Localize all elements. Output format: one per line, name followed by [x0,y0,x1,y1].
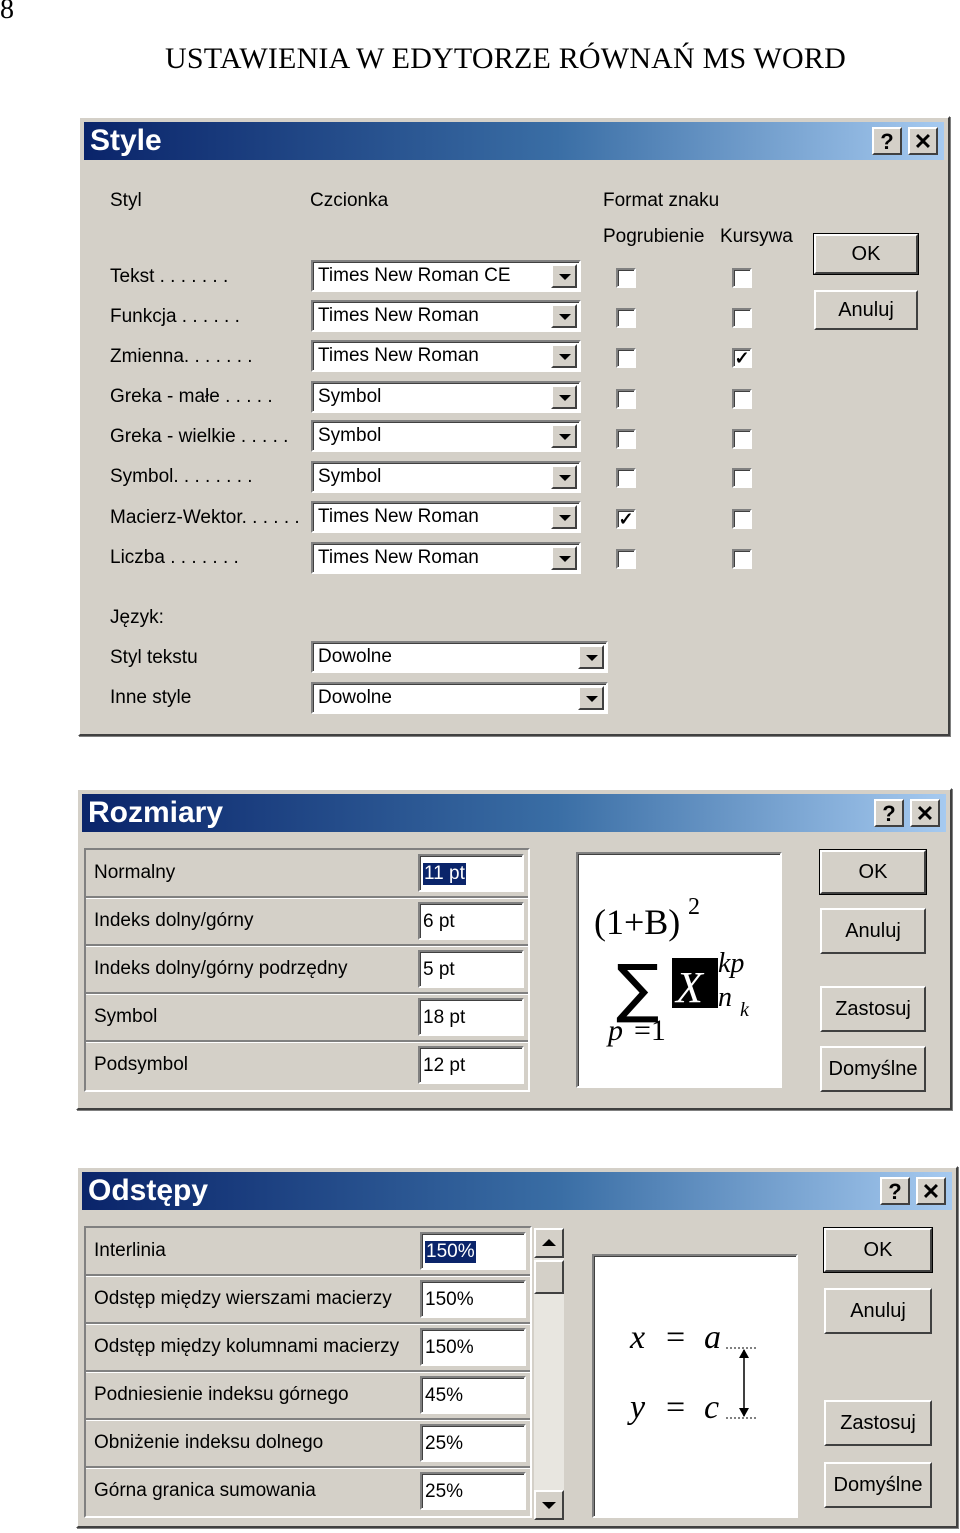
italic-checkbox[interactable] [732,549,752,569]
formula-c: c [704,1389,720,1426]
sizes-preview [576,852,782,1088]
formula-lower-var: p [608,1014,623,1047]
formula-a: a [704,1319,721,1356]
apply-button[interactable]: Zastosuj [820,986,926,1032]
formula-eq-1: = [666,1319,686,1356]
size-label: Symbol [94,1006,158,1027]
spacing-input[interactable] [420,1232,526,1270]
spacing-row [86,1420,530,1468]
size-row [86,898,528,946]
size-label: Normalny [94,862,176,883]
formula-x: x [630,1319,646,1356]
style-label: Liczba . . . . . . . [110,547,239,568]
help-icon[interactable]: ? [880,1177,910,1205]
spacing-label: Odstęp między kolumnami macierzy [94,1336,400,1357]
italic-checkbox[interactable] [732,509,752,529]
spacing-input[interactable] [420,1376,526,1414]
spacing-titlebar[interactable] [82,1172,952,1210]
spacing-value: 150% [425,1289,474,1310]
style-label: Funkcja . . . . . . [110,306,240,327]
close-icon[interactable]: ✕ [910,799,940,827]
font-dropdown[interactable] [311,501,581,533]
formula-superscript: kp [718,948,745,979]
font-dropdown[interactable] [311,542,581,574]
style-label: Tekst . . . . . . . [110,266,229,287]
spacing-value: 25% [425,1433,464,1454]
size-value: 11 pt [424,863,465,884]
spacing-table [84,1226,532,1518]
help-icon[interactable]: ? [874,799,904,827]
bold-checkbox[interactable] [616,348,636,368]
size-row [86,1042,528,1088]
other-styles-label: Inne style [110,687,192,708]
font-dropdown[interactable] [311,381,581,413]
text-style-label: Styl tekstu [110,647,198,668]
text-style-dropdown[interactable] [311,641,608,673]
italic-checkbox[interactable] [732,468,752,488]
scroll-down-icon[interactable] [534,1490,564,1520]
formula-x: X [676,963,703,1012]
bold-checkbox[interactable] [616,468,636,488]
size-label: Indeks dolny/górny [94,910,254,931]
help-icon[interactable]: ? [872,127,902,155]
bold-checkbox[interactable] [616,268,636,288]
size-value: 5 pt [423,959,455,980]
font-dropdown[interactable] [311,260,581,292]
font-value: Symbol [318,386,382,407]
defaults-button[interactable]: Domyślne [820,1046,926,1092]
sizes-dialog [76,788,952,1110]
spacing-input[interactable] [420,1472,526,1510]
style-dialog [78,116,950,736]
spacing-scrollbar[interactable] [534,1228,564,1520]
formula-eq-2: = [666,1389,686,1426]
language-label: Język: [110,607,164,628]
font-value: Times New Roman [318,345,479,366]
formula-y: y [630,1389,646,1426]
size-label: Podsymbol [94,1054,188,1075]
dialog-title: Odstępy [88,1174,209,1207]
font-dropdown[interactable] [311,420,581,452]
size-value: 12 pt [423,1055,466,1076]
font-value: Times New Roman [318,506,479,527]
close-icon[interactable]: ✕ [908,127,938,155]
formula-base: (1+B) [594,902,681,942]
italic-checkbox[interactable] [732,268,752,288]
spacing-value: 25% [425,1481,464,1502]
size-input[interactable] [418,998,524,1036]
italic-checkbox[interactable] [732,389,752,409]
formula-subscript-n: n [718,982,732,1013]
italic-checkbox[interactable] [732,429,752,449]
col-style-header: Styl [110,190,142,211]
font-dropdown[interactable] [311,300,581,332]
text-style-value: Dowolne [318,646,392,667]
spacing-value: 150% [425,1337,474,1358]
sizes-table [84,848,530,1092]
size-row [86,994,528,1042]
chevron-down-icon[interactable] [578,686,604,710]
chevron-down-icon[interactable] [551,505,577,529]
col-italic-header: Kursywa [720,226,793,247]
style-label: Macierz-Wektor. . . . . . [110,507,300,528]
preview-formula [594,1256,796,1516]
chevron-down-icon[interactable] [551,264,577,288]
spacing-row [86,1276,530,1324]
bold-checkbox[interactable] [616,549,636,569]
chevron-down-icon[interactable] [551,385,577,409]
spacing-value: 150% [426,1241,475,1262]
size-input[interactable] [418,854,524,892]
size-row [86,850,528,898]
formula-exponent: 2 [688,894,700,920]
font-dropdown[interactable] [311,340,581,372]
bold-checkbox[interactable] [616,429,636,449]
size-input[interactable] [418,902,524,940]
spacing-preview [592,1254,798,1518]
col-format-header: Format znaku [603,190,720,211]
font-value: Times New Roman [318,305,479,326]
ok-button[interactable]: OK [824,1228,932,1272]
scroll-up-icon[interactable] [534,1228,564,1258]
chevron-down-icon[interactable] [551,344,577,368]
spacing-label: Obniżenie indeksu dolnego [94,1432,324,1453]
cancel-button[interactable]: Anuluj [814,290,918,330]
style-titlebar[interactable] [84,122,944,160]
chevron-down-icon[interactable] [551,304,577,328]
style-label: Greka - małe . . . . . [110,386,273,407]
spacing-input[interactable] [420,1280,526,1318]
cancel-button[interactable]: Anuluj [820,908,926,954]
col-font-header: Czcionka [310,190,389,211]
other-styles-dropdown[interactable] [311,682,608,714]
preview-formula [578,854,780,1086]
dialog-title: Style [90,124,162,157]
chevron-down-icon[interactable] [551,424,577,448]
spacing-dialog [76,1166,958,1528]
spacing-row [86,1324,530,1372]
font-value: Times New Roman CE [318,265,511,286]
font-value: Times New Roman [318,547,479,568]
sizes-titlebar[interactable] [82,794,946,832]
page-number: 8 [0,0,14,25]
chevron-down-icon[interactable] [551,546,577,570]
spacing-row [86,1468,530,1514]
spacing-label: Odstęp między wierszami macierzy [94,1288,392,1309]
other-styles-value: Dowolne [318,687,392,708]
cancel-button[interactable]: Anuluj [824,1288,932,1334]
spacing-label: Interlinia [94,1240,166,1261]
bold-checkbox-checked[interactable]: ✓ [616,509,636,529]
defaults-button[interactable]: Domyślne [824,1462,932,1508]
size-input[interactable] [418,1046,524,1084]
font-value: Symbol [318,466,382,487]
bold-checkbox[interactable] [616,308,636,328]
ok-button[interactable]: OK [820,850,926,894]
italic-checkbox[interactable] [732,308,752,328]
spacing-row [86,1228,530,1276]
formula-lower-eq: =1 [634,1014,666,1047]
chevron-down-icon[interactable] [578,645,604,669]
arrow-down-icon [739,1408,749,1417]
font-dropdown[interactable] [311,461,581,493]
size-row [86,946,528,994]
apply-button[interactable]: Zastosuj [824,1400,932,1446]
spacing-value: 45% [425,1385,464,1406]
spacing-label: Podniesienie indeksu górnego [94,1384,349,1405]
style-label: Symbol. . . . . . . . [110,466,253,487]
dialog-title: Rozmiary [88,796,224,829]
size-label: Indeks dolny/górny podrzędny [94,958,348,979]
spacing-input[interactable] [420,1424,526,1462]
scroll-thumb[interactable] [534,1260,564,1294]
size-value: 18 pt [423,1007,466,1028]
chevron-down-icon[interactable] [551,465,577,489]
style-label: Greka - wielkie . . . . . [110,426,289,447]
spacing-row [86,1372,530,1420]
ok-button[interactable]: OK [814,234,918,274]
spacing-label: Górna granica sumowania [94,1480,316,1501]
bold-checkbox[interactable] [616,389,636,409]
formula-subscript-k: k [740,999,749,1021]
document-title: USTAWIENIA W EDYTORZE RÓWNAŃ MS WORD [165,42,846,75]
spacing-input[interactable] [420,1328,526,1366]
arrow-up-icon [739,1349,749,1358]
size-value: 6 pt [423,911,455,932]
close-icon[interactable]: ✕ [916,1177,946,1205]
col-bold-header: Pogrubienie [603,226,705,247]
italic-checkbox-checked[interactable]: ✓ [732,348,752,368]
font-value: Symbol [318,425,382,446]
size-input[interactable] [418,950,524,988]
sigma-symbol: ∑ [616,952,660,1026]
style-label: Zmienna. . . . . . . [110,346,253,367]
